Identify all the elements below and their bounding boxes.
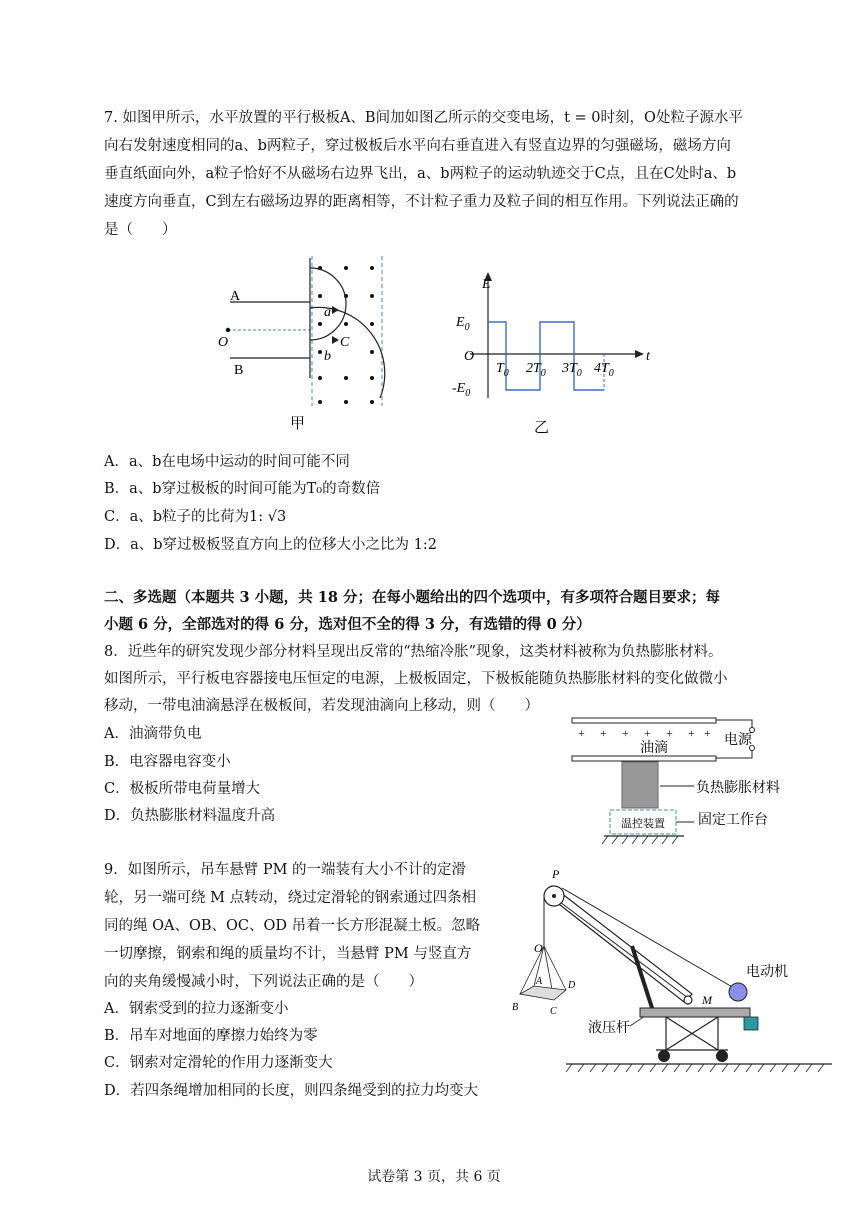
- crane-truss: [656, 1017, 728, 1050]
- crane-platform: [640, 1008, 750, 1017]
- label-neg-E0: $-E_0$: [452, 381, 471, 399]
- arrow-a-icon: [332, 306, 339, 314]
- q9-stem-line-5: 向的夹角缓慢减小时，下列说法正确的是（ ）: [104, 974, 423, 990]
- label-t: t: [646, 349, 650, 364]
- svg-text:+: +: [644, 726, 651, 740]
- svg-text:+: +: [688, 726, 695, 740]
- label-temp-control: 温控装置: [621, 818, 665, 830]
- q7-stem-line-5: 是（ ）: [104, 222, 177, 238]
- label-O: O: [534, 941, 543, 955]
- figure-yi: [448, 268, 668, 438]
- q8-option-d[interactable]: D．负热膨胀材料温度升高: [104, 808, 276, 824]
- q9-option-c[interactable]: C．钢索对定滑轮的作用力逐渐变大: [104, 1055, 333, 1071]
- label-D: D: [568, 980, 576, 991]
- label-C: C: [340, 335, 350, 350]
- q8-stem-line-3: 移动，一带电油滴悬浮在极板间，若发现油滴向上移动，则（ ）: [104, 698, 539, 714]
- square-wave: [488, 322, 604, 390]
- q8-stem-line-1: 8．近些年的研究发现少部分材料呈现出反常的“热缩冷胀”现象，这类材料被称为负热膨胀材料。: [104, 644, 723, 660]
- q9-stem-line-3: 同的绳 OA、OB、OC、OD 吊着一长方形混凝土板。忽略: [104, 918, 481, 934]
- ground-hatch: [566, 1064, 824, 1072]
- motor: [729, 983, 747, 1001]
- label-oil-drop: 油滴: [640, 741, 668, 756]
- label-A: A: [536, 976, 543, 987]
- q8-option-c[interactable]: C．极板所带电荷量增大: [104, 781, 261, 797]
- q7-stem-line-2: 向右发射速度相同的a、b两粒子，穿过极板后水平向右垂直进入有竖直边界的匀强磁场，磁场方向: [104, 138, 731, 154]
- q9-option-d[interactable]: D．若四条绳增加相同的长度，则四条绳受到的拉力均变大: [104, 1083, 479, 1099]
- q7-stem-line-1: 7. 如图甲所示，水平放置的平行极板A、B间加如图乙所示的交变电场，t = 0时刻，O处粒子源水平: [104, 110, 743, 126]
- wire-bottom: [716, 750, 752, 758]
- q9-stem-line-2: 轮，另一端可绕 M 点转动，绕过定滑轮的钢索通过四条相: [104, 890, 477, 906]
- svg-text:+: +: [622, 726, 629, 740]
- label-B: B: [512, 1002, 519, 1013]
- svg-text:+: +: [666, 726, 673, 740]
- label-E: E: [482, 277, 491, 292]
- q7-option-c[interactable]: C．a、b粒子的比荷为1: √3: [104, 509, 287, 525]
- source-dot: [226, 328, 230, 332]
- counterweight: [744, 1017, 758, 1030]
- label-E0: $E_0$: [456, 315, 470, 333]
- label-O: O: [218, 335, 229, 350]
- table-hatch: [602, 836, 678, 844]
- label-a: a: [324, 305, 331, 320]
- tick-3T0: $3T_0$: [562, 361, 582, 379]
- upper-plate: [572, 718, 716, 723]
- pivot-M: [684, 996, 692, 1004]
- q8-option-a[interactable]: A．油滴带负电: [104, 726, 202, 742]
- label-power-source: 电源: [724, 733, 752, 748]
- q9-stem-line-1: 9．如图所示，吊车悬臂 PM 的一端装有大小不计的定滑: [104, 862, 467, 878]
- negative-thermal-material: [622, 762, 658, 808]
- label-material: 负热膨胀材料: [696, 781, 780, 796]
- section-2-heading-line-1: 二、多选题（本题共 3 小题，共 18 分；在每小题给出的四个选项中，有多项符合题目要求；每: [104, 589, 720, 606]
- q7-stem-line-3: 垂直纸面向外，a粒子恰好不从磁场右边界飞出，a、b两粒子的运动轨迹交于C点，且在C处时a、b: [104, 166, 737, 182]
- q7-option-a[interactable]: A．a、b在电场中运动的时间可能不同: [104, 454, 350, 470]
- q7-option-b[interactable]: B．a、b穿过极板的时间可能为T₀的奇数倍: [104, 481, 381, 497]
- page-footer: 试卷第 3 页，共 6 页: [367, 1169, 501, 1185]
- caption-yi: 乙: [534, 420, 550, 436]
- concrete-slab: [520, 986, 566, 1000]
- label-b: b: [324, 349, 331, 364]
- tick-T0: $T_0$: [496, 361, 509, 379]
- wheel-left: [658, 1050, 670, 1062]
- label-M: M: [702, 993, 712, 1007]
- q8-option-b[interactable]: B．电容器电容变小: [104, 754, 231, 770]
- x-axis-arrow-icon: [635, 350, 644, 358]
- section-2-heading-line-2: 小题 6 分，全部选对的得 6 分，选对但不全的得 3 分，有选错的得 0 分）: [104, 616, 591, 633]
- wire-top: [716, 720, 752, 728]
- label-B: B: [234, 363, 244, 378]
- caption-jia: 甲: [290, 416, 306, 432]
- arrow-b-icon: [332, 336, 339, 344]
- q9-option-b[interactable]: B．吊车对地面的摩擦力始终为零: [104, 1028, 318, 1044]
- tick-4T0: $4T_0$: [594, 361, 614, 379]
- label-table: 固定工作台: [698, 813, 768, 828]
- q9-stem-line-4: 一切摩擦，钢索和绳的质量均不计，当悬臂 PM 与竖直方: [104, 946, 472, 962]
- svg-text:+: +: [578, 726, 585, 740]
- label-A: A: [230, 289, 241, 304]
- label-origin: O: [464, 349, 475, 364]
- q7-stem-line-4: 速度方向垂直，C到左右磁场边界的距离相等，不计粒子重力及粒子间的相互作用。下列说法正确的: [104, 194, 739, 210]
- trajectory-a: [310, 268, 346, 340]
- figure-jia: [210, 248, 410, 438]
- plus-signs: [578, 726, 711, 740]
- q7-option-d[interactable]: D．a、b穿过极板竖直方向上的位移大小之比为 1:2: [104, 537, 437, 553]
- svg-text:+: +: [704, 726, 711, 740]
- lower-plate: [572, 756, 716, 761]
- q8-stem-line-2: 如图所示，平行板电容器接电压恒定的电源，上极板固定，下极板能随负热膨胀材料的变化做微小: [104, 671, 728, 687]
- q9-option-a[interactable]: A．钢索受到的拉力逐渐变小: [104, 1001, 289, 1017]
- label-P: P: [552, 867, 560, 881]
- pulley-axle: [552, 894, 556, 898]
- label-hydraulic-rod: 液压杆: [588, 1021, 630, 1036]
- label-C: C: [550, 1006, 557, 1017]
- figure-capacitor: [566, 712, 796, 848]
- figure-crane: [506, 864, 836, 1078]
- tick-2T0: $2T_0$: [526, 361, 546, 379]
- label-motor: 电动机: [746, 965, 788, 980]
- wheel-right: [716, 1050, 728, 1062]
- svg-text:+: +: [600, 726, 607, 740]
- terminal-top: [750, 728, 755, 733]
